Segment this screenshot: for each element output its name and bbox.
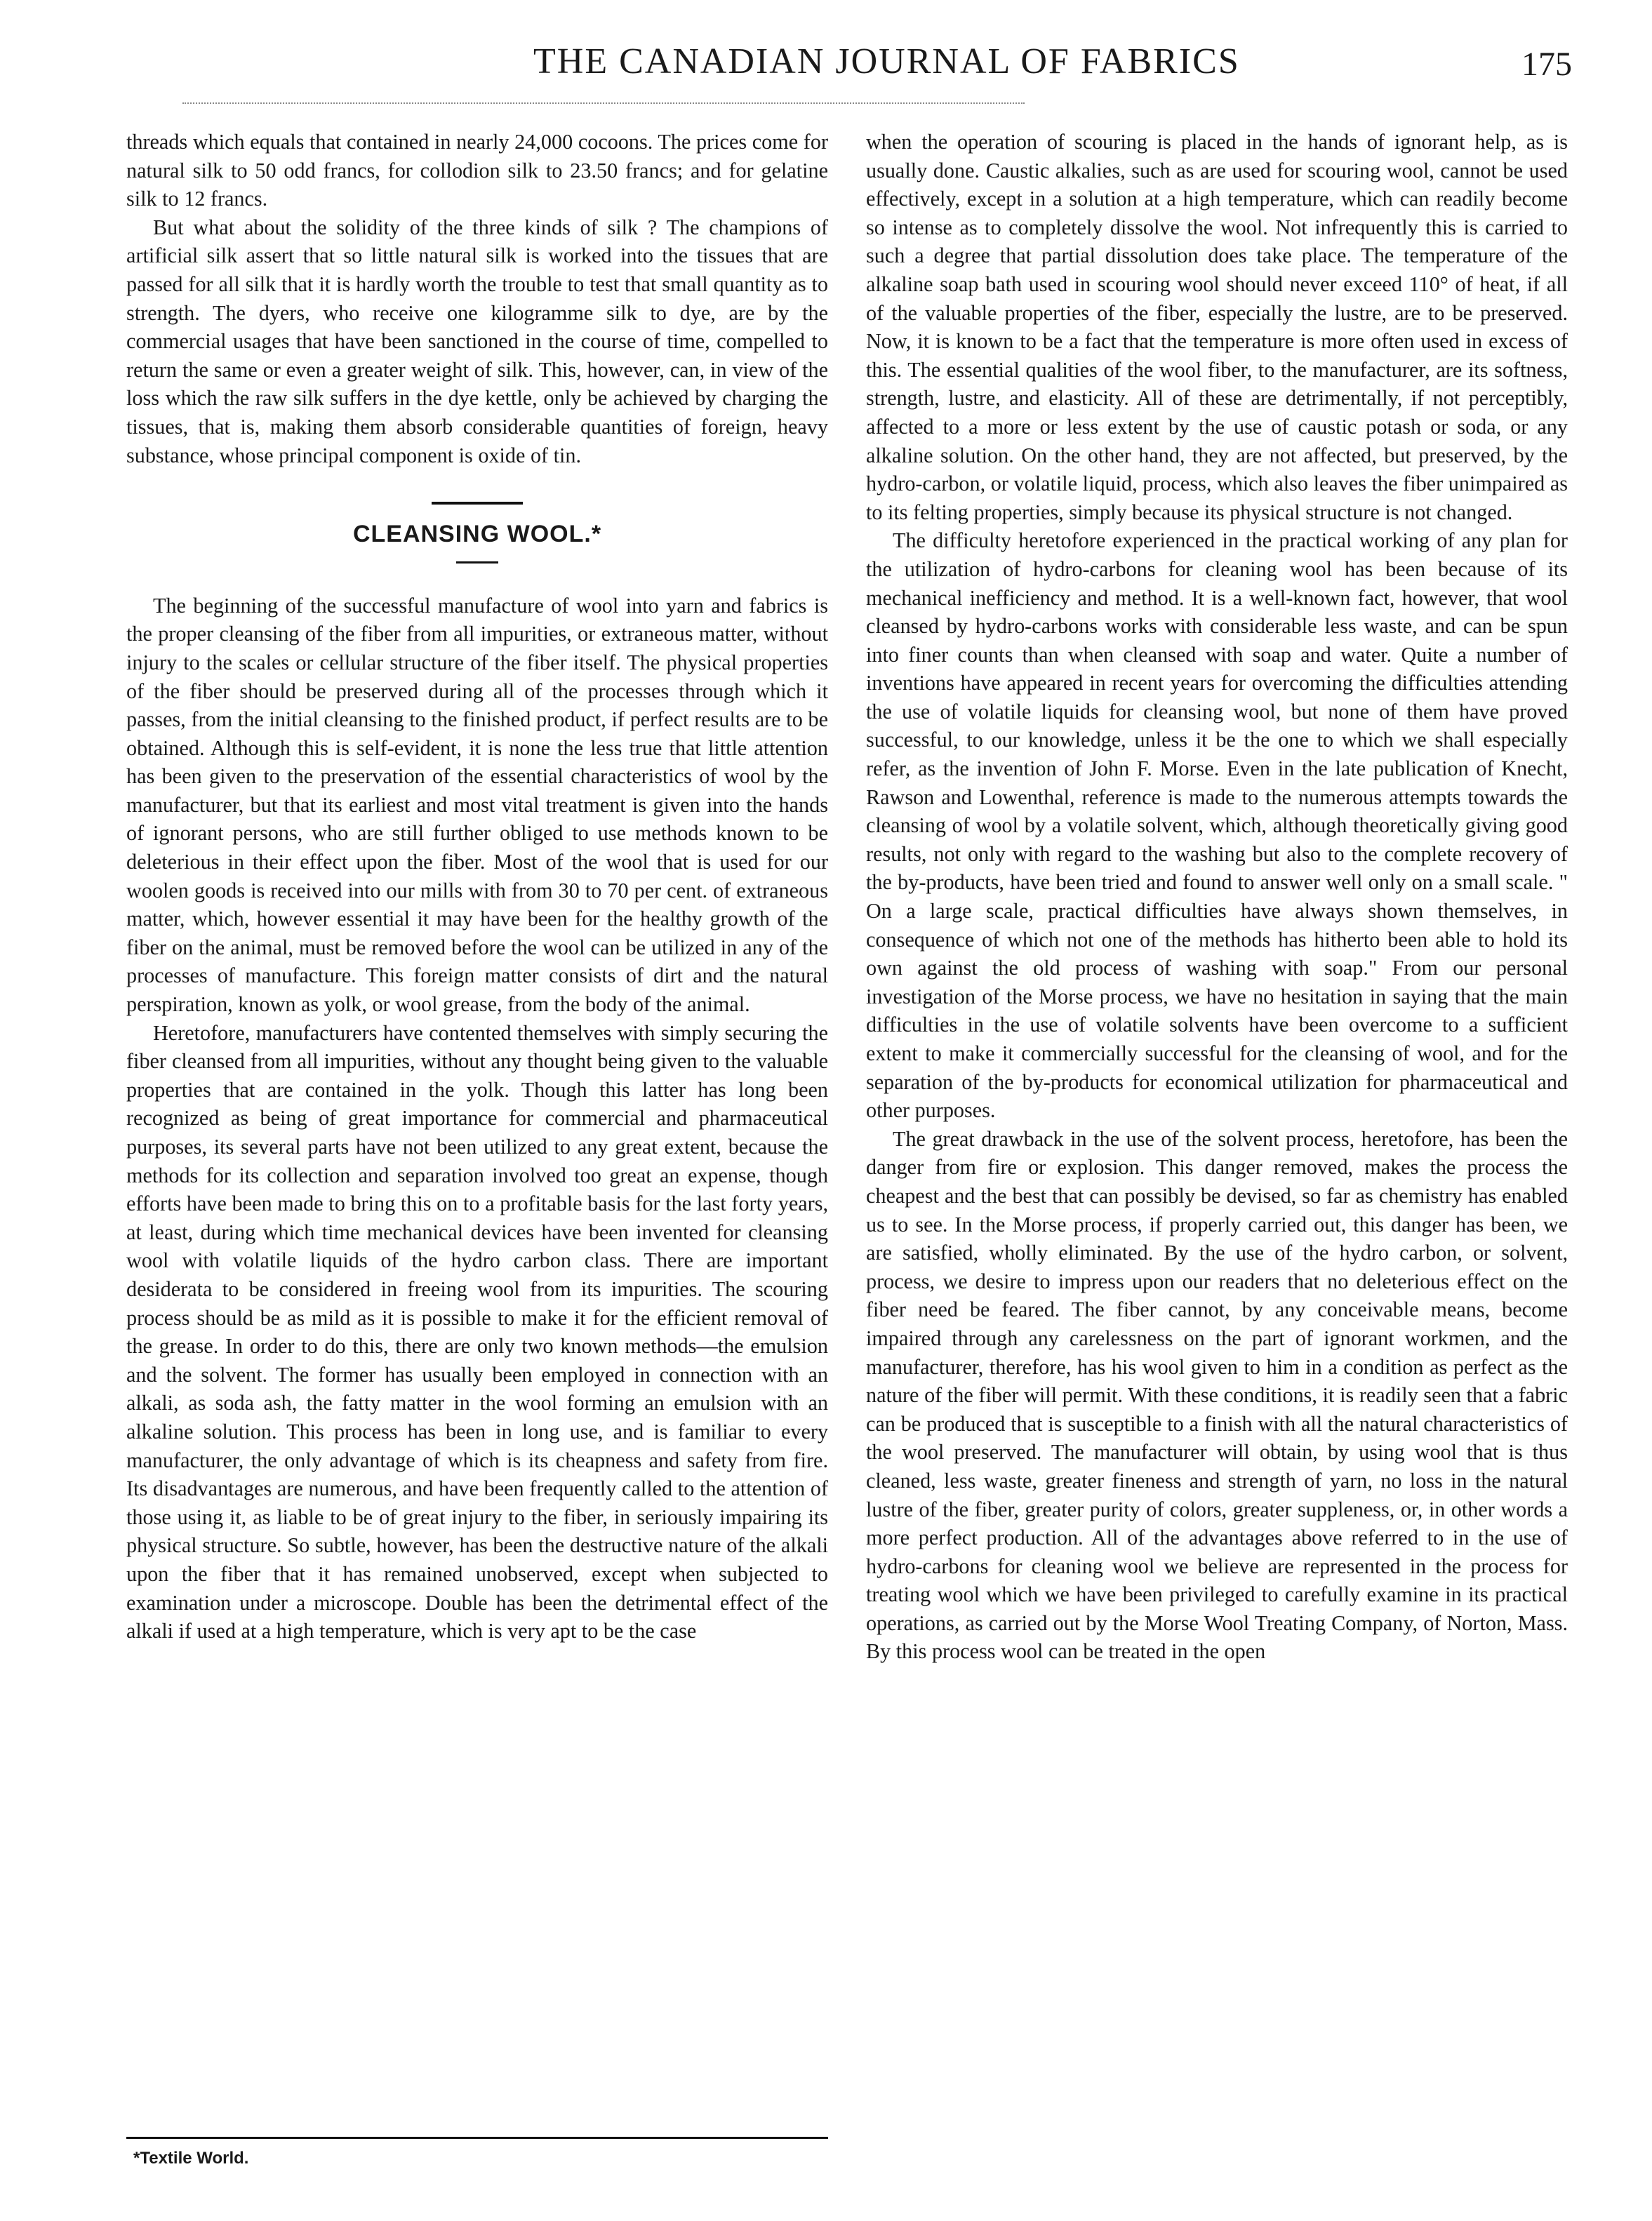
paragraph: threads which equals that contained in nearly 24,000 cocoons. The prices come for natural silk to 50 odd francs, for collodion silk to 23.50 francs; and for gelatine silk to 12 francs. [126, 130, 828, 211]
paragraph: The great drawback in the use of the solvent process, heretofore, has been the danger from fire or explosion. This danger removed, makes the process the cheapest and the best that can possibly be devised, so far as chemistry has enabled us to see. In the Morse process, if properly carried out, this danger has been, we are satisfied, wholly eliminated. By the use of the hydro carbon, or solvent, process, we desire to impress upon our readers that no deleterious effect on the fiber need be feared. The fiber cannot, by any conceivable means, become impaired through any carelessness on the part of ignorant workmen, and the manufacturer, therefore, has his wool given to him in a condition as perfect as the nature of the fiber will permit. With these conditions, it is readily seen that a fabric can be produced that is susceptible to a finish with all the natural characteristics of the wool preserved. The manufacturer will obtain, by using wool that is thus cleaned, less waste, greater fineness and strength of yarn, no loss in the natural lustre of the fiber, greater purity of colors, greater suppleness, or, in other words a more perfect production. All of the advantages above referred to in the use of hydro-carbons for cleaning wool we believe are represented in the process for treating wool which we have been privileged to carefully examine in its practical operations, as carried out by the Morse Wool Treating Company, of Norton, Mass. By this process wool can be treated in the open [866, 1126, 1568, 1664]
paragraph: Heretofore, manufacturers have contented themselves with simply securing the fiber cleansed from all impurities, without any thought being given to the valuable properties that are contained in the yolk. Though this latter has long been recognized as being of great importance for commercial and pharmaceutical purposes, its several parts have not been utilized to any great extent, because the methods for its collection and separation involved too great an expense, though efforts have been made to bring this on to a profitable basis for the last forty years, at least, during which time mechanical devices have been invented for cleansing wool with volatile liquids of the hydro carbon class. There are important desiderata to be considered in freeing wool from its impurities. The scouring process should be as mild as it is possible to make it for the efficient removal of the grease. In order to do this, there are only two known methods—the emulsion and the solvent. The former has usually been employed in connection with an alkali, as soda ash, the fatty matter in the wool forming an emulsion with an alkaline solution. This process has been in long use, and is familiar to every manufacturer, the only advantage of which is its cheapness and safety from fire. Its disadvantages are numerous, and have been frequently called to the attention of those using it, as liable to be of great injury to the fiber, in seriously impairing its physical structure. So subtle, however, has been the destructive nature of the alkali upon the fiber that it has remained unobserved, except when subjected to examination under a microscope. Double has been the detrimental effect of the alkali if used at a high temperature, which is very apt to be the case [126, 1020, 828, 1643]
page-number: 175 [1521, 46, 1572, 83]
article-heading: CLEANSING WOOL.* [352, 521, 602, 548]
paragraph: But what about the solidity of the three kinds of silk ? The champions of artificial silk assert that so little natural silk is worked into the tissues that are passed for all silk that it is hardly worth the trouble to test that small quantity as to strength. The dyers, who receive one kilogramme silk to dye, are by the commercial usages that have been sanctioned in the course of time, compelled to return the same or even a greater weight of silk. This, however, can, in view of the loss which the raw silk suffers in the dye kettle, only be achieved by charging the tissues, that is, making them absorb considerable quantities of foreign, heavy substance, whose principal component is oxide of tin. [126, 215, 828, 467]
header-rule [182, 102, 1025, 104]
article-heading-block [126, 502, 828, 563]
heading-rule-bottom [456, 561, 498, 563]
paragraph: when the operation of scouring is placed in the hands of ignorant help, as is usually done. Caustic alkalies, such as are used for scouring wool, cannot be used effectively, except in a solution at a high temperature, which can readily become so intense as to completely dissolve the wool. Not infrequently this is carried to such a degree that partial dissolution does take place. The temperature of the alkaline soap bath used in scouring wool should never exceed 110° of heat, if all of the valuable properties of the fiber, especially the lustre, are to be preserved. Now, it is known to be a fact that the temperature is more often used in excess of this. The essential qualities of the wool fiber, to the manufacturer, are its softness, strength, lustre, and elasticity. All of these are detrimentally, if not perceptibly, affected to a more or less extent by the use of caustic potash or soda, or any alkaline solution. On the other hand, they are not affected, but preserved, by the hydro-carbon, or volatile liquid, process, which also leaves the fiber unimpaired as to its felting properties, simply because its physical structure is not changed. [866, 130, 1568, 524]
paragraph: The beginning of the successful manufacture of wool into yarn and fabrics is the proper cleansing of the fiber from all impurities, or extraneous matter, without injury to the scales or cellular structure of the fiber itself. The physical properties of the fiber should be preserved during all of the processes through which it passes, from the initial cleansing to the finished product, if perfect results are to be obtained. Although this is self-evident, it is none the less true that little attention has been given to the preservation of the essential characteristics of wool by the manufacturer, but that its earliest and most vital treatment is given into the hands of ignorant persons, who are still further obliged to use methods known to be deleterious in their effect upon the fiber. Most of the wool that is used for our woolen goods is received into our mills with from 30 to 70 per cent. of extraneous matter, which, however essential it may have been for the healthy growth of the fiber on the animal, must be removed before the wool can be utilized in any of the processes of manufacture. This foreign matter consists of dirt and the natural perspiration, known as yolk, or wool grease, from the body of the animal. [126, 593, 828, 1017]
left-column [126, 128, 828, 1646]
right-column [866, 128, 1568, 1666]
running-head [98, 41, 1572, 97]
heading-rule-top [432, 502, 523, 505]
journal-title: THE CANADIAN JOURNAL OF FABRICS [533, 41, 1240, 81]
footnote: *Textile World. [133, 2149, 249, 2168]
footnote-rule [126, 2137, 828, 2139]
paragraph: The difficulty heretofore experienced in the practical working of any plan for the utilization of hydro-carbons for cleaning wool has been because of its mechanical inefficiency and method. It is a well-known fact, however, that wool cleansed by hydro-carbons works with considerable less waste, and can be spun into finer counts than when cleansed with soap and water. Quite a number of inventions have appeared in recent years for overcoming the difficulties attending the use of volatile liquids for cleansing wool, but none of them have proved successful, to our knowledge, unless it be the one to which we shall especially refer, as the invention of John F. Morse. Even in the late publication of Knecht, Rawson and Lowenthal, reference is made to the numerous attempts towards the cleansing of wool by a volatile solvent, which, although theoretically giving good results, not only with regard to the washing but also to the complete recovery of the by-products, have been tried and found to answer well only on a small scale. " On a large scale, practical difficulties have always shown themselves, in consequence of which not one of the methods has hitherto been able to hold its own against the old process of washing with soap." From our personal investigation of the Morse process, we have no hesitation in saying that the main difficulties in the use of volatile solvents have been overcome to a sufficient extent to make it commercially successful for the cleansing of wool, and for the separation of the by-products for economical utilization for pharmaceutical and other purposes. [866, 528, 1568, 1123]
